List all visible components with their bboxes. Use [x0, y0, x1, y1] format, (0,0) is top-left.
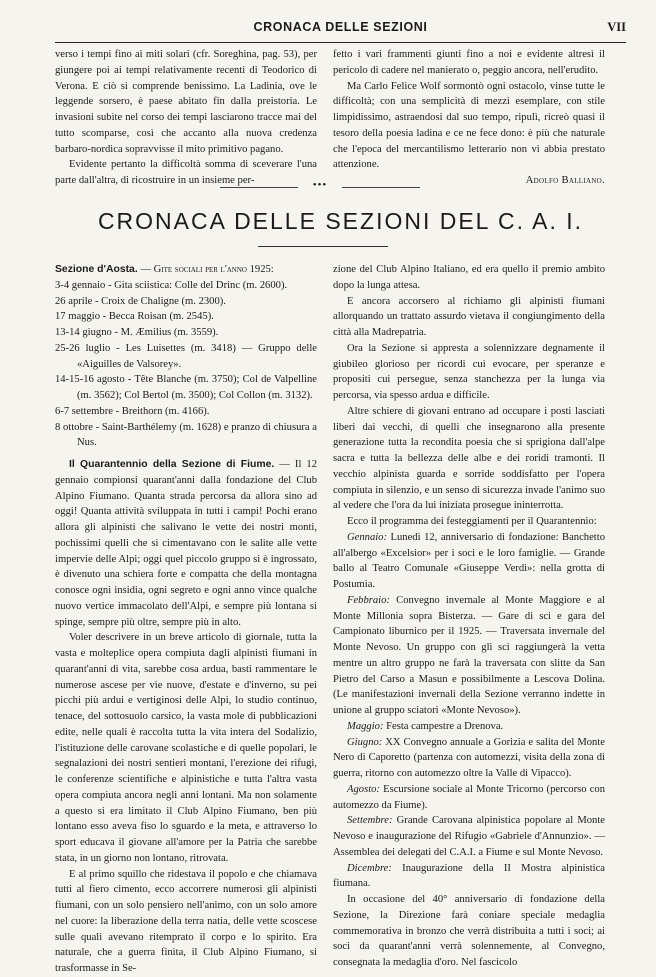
previous-article-left-column	[55, 47, 317, 189]
paragraph: E ancora accorsero al richiamo gli alpinisti fiumani allorquando un trattato assurdo vietava il congiungimento della città alla Madrepatria.	[333, 295, 605, 338]
left-column	[55, 262, 317, 977]
program-item: Febbraio: Convegno invernale al Monte Maggiore e al Monte Millonia sopra Bisterza. — Gare di sci e gara del Campionato liburnico per il 1925. — Traversata invernale del Monte Nevoso. Un gruppo con gli sci raggiungerà la vetta mentre un altro gruppo ne farà la traversata con slitte da San Pietro del Carso a Masun e possibilmente a Lescova Dolina. (Le manifestazioni invernali della Sezione verranno indette in unione al gruppo sciatori «Monte Nevoso»).	[333, 594, 605, 716]
paragraph: In occasione del 40° anniversario di fondazione della Sezione, la Direzione farà coniare speciale medaglia commemorativa in bronzo che verrà distribuita a tutti i soci; ai soci da quarant'anni verrà solennemente, al Convegno, consegnata la medaglia d'oro. Nel fascicolo	[333, 894, 605, 968]
title-rule	[258, 246, 388, 247]
section-ornament	[220, 179, 420, 194]
aosta-intro: Sezione d'Aosta. — Gite sociali per l'anno 1925:	[55, 264, 274, 275]
list-item: 8 ottobre - Saint-Barthélemy (m. 1628) e pranzo di chiusura a Nus.	[55, 421, 317, 449]
list-item: 25-26 luglio - Les Luisettes (m. 3418) — Gruppo delle «Aiguilles de Valsorey».	[55, 342, 317, 370]
paragraph: Ecco il programma dei festeggiamenti per il Quarantennio:	[347, 516, 597, 527]
list-item: 3-4 gennaio - Gita sciistica: Colle del Drinc (m. 2600).	[55, 279, 288, 291]
paragraph: Voler descrivere in un breve articolo di giornale, tutta la vasta e molteplice opera compiuta dagli alpinisti fiumani in quarant'anni di vita, sarebbe cosa ardua, basti rammentare le numerose ascese per vie nuove, d'estate e d'inverno, su pei picchi più ardui e vertiginosi delle Alpi, lo studio continuo, tenace, del sottosuolo carsico, la vasta mole di pubblicazioni edite, nelle quali è raccolta tutta la vita intera del Sodalizio, l'istituzione delle carovane scolastiche e di quelle popolari, le segnalazioni dei nostri sentieri montani, l'erezione dei rifugi, le conferenze scientifiche e alpinistiche e tutta l'altra vasta opera compiuta ancora negli anni lontani. Ma non solamente a questo si era limitato il Club Alpino Fiumano, ben più lontano esso aveva fiso lo sguardo e la meta, e attraverso lo sport educava il giovane all'amore per la Patria che sarebbe stata, in un giorno non lontano, ritrovata.	[55, 632, 317, 864]
paragraph: Ora la Sezione si appresta a solennizzare degnamente il giubileo glorioso per ricordi cui evocare, per speranze e propositi cui persegue, senza stanchezza per la lunga via percorsa, via spesso ardua e difficile.	[333, 342, 605, 401]
previous-article-right-column	[333, 47, 605, 189]
page-number: VII	[607, 20, 626, 34]
header-title: CRONACA DELLE SEZIONI	[253, 20, 428, 34]
paragraph: verso i tempi fino ai miti solari (cfr. Soreghina, pag. 53), per giungere poi ai tempi relativamente recenti di Teodorico di Verona. E ciò si comprende benissimo. La Ladinia, ove le leggende sorsero, è paese abitato fin dalla preistoria. Le invasioni subìte nel corso dei tempi lasciarono tracce mai del tutto scomparse, così che accanto alla nuova credenza barbaro-nordica sopravvisse il mito primitivo pagano.	[55, 49, 317, 155]
paragraph: E al primo squillo che ridestava il popolo e che chiamava tutti al fiero cimento, ecco accorrere numerosi gli alpinisti fiumani, con un solo pensiero nell'animo, con un solo amore nel cuore: la liberazione della terra natia, delle vette scoscese sulle quali avevano ritemprato il corpo e lo spirito. Era naturale, che a guerra finita, il Club Alpino Fiumano, si trasformasse in Se-	[55, 868, 317, 974]
program-item: Giugno: XX Convegno annuale a Gorizia e salita del Monte Nero di Caporetto (partenza con automezzi, visita della zona di guerra, ritorno con automezzo oltre la Valle di Vipacco).	[333, 736, 605, 779]
paragraph: Altre schiere di giovani entrano ad occupare i posti lasciati liberi dai vecchi, di quelli che insegnarono alla presente generazione tutta la recondita poesia che si sprigiona dall'alpe sacra e tutta la bellezza delle albe e dei roridi tramonti. Il vecchio alpinista guarda e sorride soddisfatto per l'opera compiuta in silenzio, e un senso di sicurezza invade l'animo suo al vedere che l'ora da lui iniziata prosegue ininterrotta.	[333, 405, 605, 512]
header-rule	[55, 42, 626, 43]
fiume-intro: Il Quarantennio della Sezione di Fiume. — Il 12 gennaio compionsi quarant'anni dalla fondazione del Club Alpino Fiumano. Quanta strada percorsa da allora sino ad oggi! Quanta attività sviluppata in tutti i campi! Pochi erano allora gli alpinisti che salivano le vette dei nostri monti, pochissimi quelli che si cimentavano con le salite alle vette impervie delle Alpi; oggi quel piccolo gruppo si è ingrossato, è divenuto una schiera forte e compatta che della montagna conosce ogni insidia, ogni segreto e ogni anno vince qualche nuovo vertice immacolato dell'Alpi, e sempre più lontana si spinge, sempre più oltre, sempre più in alto.	[55, 459, 317, 628]
program-item: Maggio: Festa campestre a Drenova.	[347, 720, 504, 732]
running-header	[55, 18, 626, 40]
program-item: Settembre: Grande Carovana alpinistica popolare al Monte Nevoso e inaugurazione del Rifugio «Gabriele d'Annunzio». — Assemblea dei delegati del C.A.I. a Fiume e sul Monte Nevoso.	[333, 815, 605, 858]
program-item: Gennaio: Lunedì 12, anniversario di fondazione: Banchetto all'albergo «Excelsior» per i soci e le loro famiglie. — Grande ballo al Teatro Comunale «Giuseppe Verdi»: nella grotta di Postumia.	[333, 531, 605, 590]
right-column	[333, 262, 605, 971]
list-item: 14-15-16 agosto - Tête Blanche (m. 3750); Col de Valpelline (m. 3562); Col Bertol (m. 3500); Col Collon (m. 3132).	[55, 374, 317, 401]
program-item: Agosto: Escursione sociale al Monte Tricorno (percorso con automezzo da Fiume).	[333, 783, 605, 811]
list-item: 17 maggio - Becca Roisan (m. 2545).	[55, 311, 214, 323]
ornament-dots: •••	[312, 179, 328, 191]
paragraph: Evidente pertanto la difficoltà somma di sceverare l'una parte dall'altra, di ricostruire in un insieme per-	[55, 159, 317, 186]
paragraph: fetto i vari frammenti giunti fino a noi e evidente altresì il pericolo di cadere nel manierato o, peggio ancora, nell'erudito.	[333, 49, 605, 76]
author-signature: Adolfo Balliano.	[525, 175, 605, 186]
list-item: 26 aprile - Croix de Chaligne (m. 2300).	[55, 295, 226, 307]
program-item: Dicembre: Inaugurazione della II Mostra alpinistica fiumana.	[333, 862, 605, 890]
ornament-line	[342, 187, 420, 188]
list-item: 6-7 settembre - Breithorn (m. 4166).	[55, 405, 210, 417]
section-heading-fiume: Il Quarantennio della Sezione di Fiume.	[69, 459, 275, 470]
paragraph: Ma Carlo Felice Wolf sormontò ogni ostacolo, vinse tutte le difficoltà; con una semplicità di mezzi esemplare, con stile limpidissimo, astraendosi dal suo tempo, ripulì, ricreò quasi il tesoro della poesia ladina e ce ne fece dono: è più che naturale che l'epoca del mercantilismo letterario non vi abbia prestato attenzione.	[333, 80, 605, 171]
section-heading-aosta: Sezione d'Aosta.	[55, 264, 138, 275]
main-title: CRONACA DELLE SEZIONI DEL C. A. I.	[97, 208, 584, 234]
ornament-line	[220, 187, 298, 188]
list-item: 13-14 giugno - M. Æmilius (m. 3559).	[55, 327, 219, 338]
paragraph: zione del Club Alpino Italiano, ed era quello il premio ambìto dopo la lunga attesa.	[333, 264, 605, 291]
